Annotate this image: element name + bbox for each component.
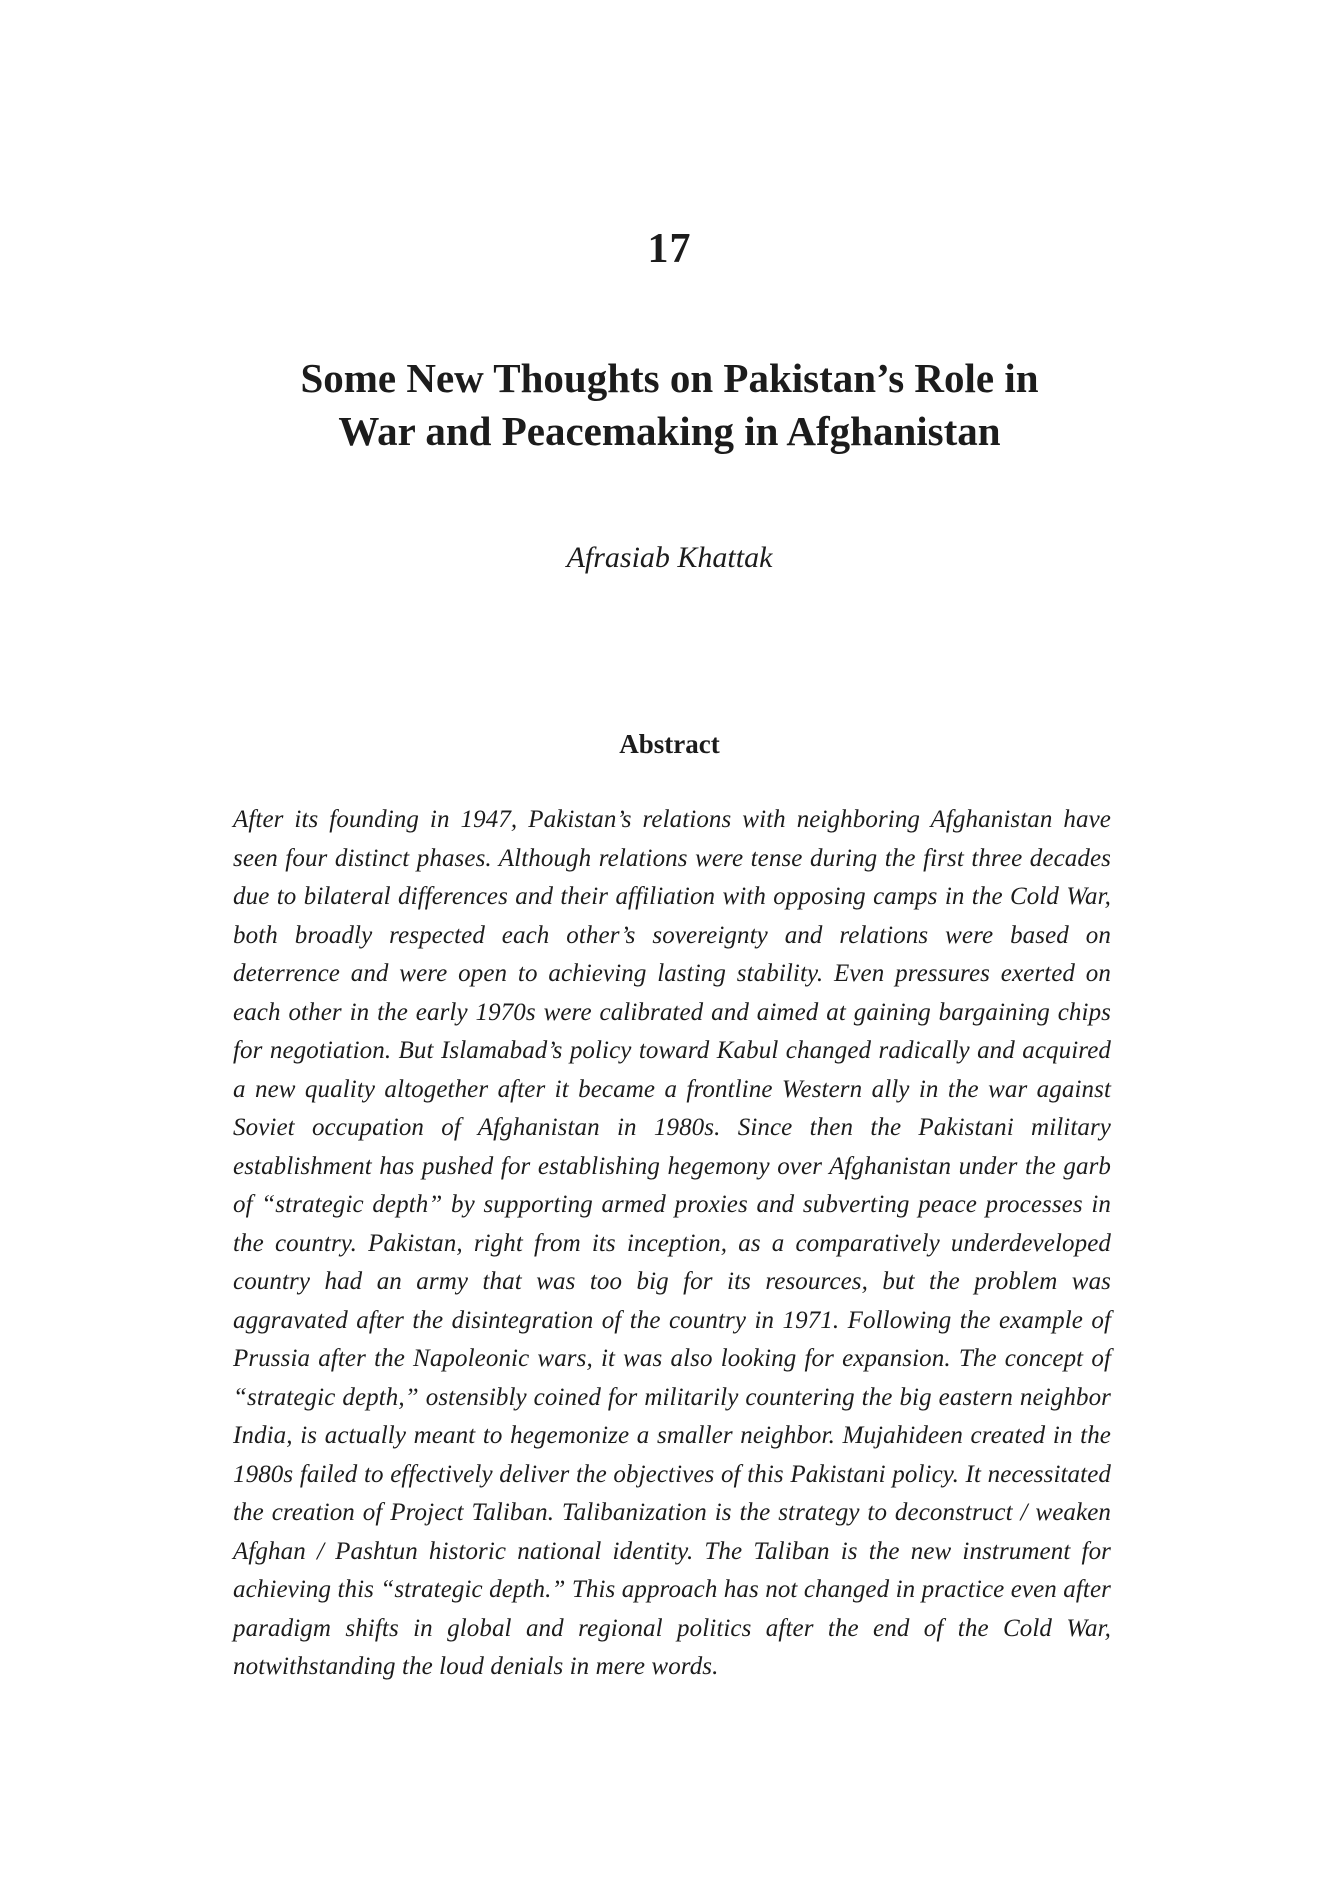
abstract-section <box>233 801 1111 1687</box>
abstract-heading: Abstract <box>619 729 720 759</box>
chapter-title <box>0 352 1339 458</box>
author-name: Afrasiab Khattak <box>566 541 773 574</box>
abstract-paragraph: After its founding in 1947, Pakistan’s relations with neighboring Afghanistan have seen four distinct phases. Although relations were tense during the first three decades due to bilateral differences and their affiliation with opposing camps in the Cold War, both broadly respected each other’s sovereignty and relations were based on deterrence and were open to achieving lasting stability. Even pressures exerted on each other in the early 1970s were calibrated and aimed at gaining bargaining chips for negotiation. But Islamabad’s policy toward Kabul changed radically and acquired a new quality altogether after it became a frontline Western ally in the war against Soviet occupation of Afghanistan in 1980s. Since then the Pakistani military establishment has pushed for establishing hegemony over Afghanistan under the garb of “strategic depth” by supporting armed proxies and subverting peace processes in the country. Pakistan, right from its inception, as a comparatively underdeveloped country had an army that was too big for its resources, but the problem was aggravated after the disintegration of the country in 1971. Following the example of Prussia after the Napoleonic wars, it was also looking for expansion. The concept of “strategic depth,” ostensibly coined for militarily countering the big eastern neighbor India, is actually meant to hegemonize a smaller neighbor. Mujahideen created in the 1980s failed to effectively deliver the objectives of this Pakistani policy. It necessitated the creation of Project Taliban. Talibanization is the strategy to deconstruct / weaken Afghan / Pashtun historic national identity. The Taliban is the new instrument for achieving this “strategic depth.” This approach has not changed in practice even after paradigm shifts in global and regional politics after the end of the Cold War, notwithstanding the loud denials in mere words. <box>233 806 1111 1680</box>
chapter-title-line-2: War and Peacemaking in Afghanistan <box>338 408 1001 454</box>
chapter-title-line-1: Some New Thoughts on Pakistan’s Role in <box>300 355 1039 401</box>
chapter-number: 17 <box>647 226 692 272</box>
